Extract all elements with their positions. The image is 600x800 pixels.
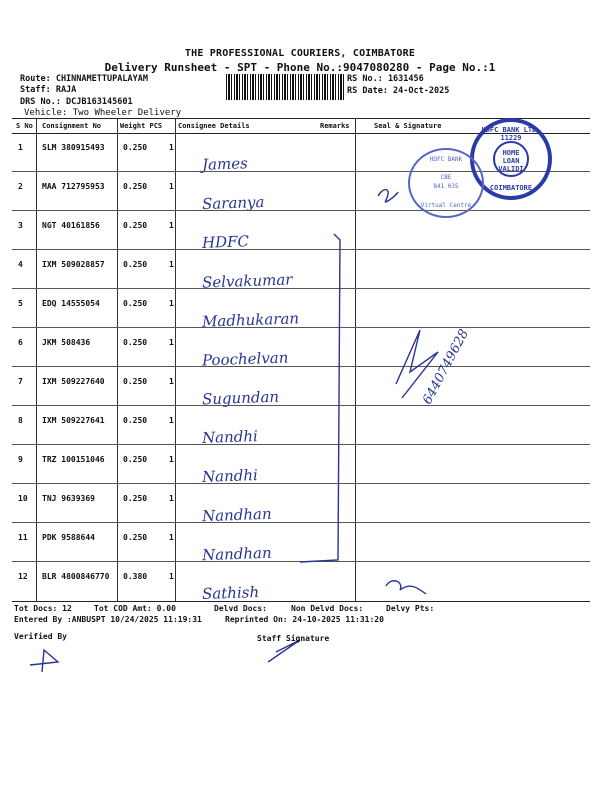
remarks-handwritten-number: 6440749628	[420, 326, 473, 408]
stamp2-mid1: CBE	[440, 174, 452, 181]
col-header-consignee: Consignee Details	[178, 122, 250, 130]
route-label: Route: CHINNAMETTUPALAYAM	[20, 74, 148, 84]
delivered-docs: Delvd Docs:	[214, 604, 267, 613]
row-pcs: 1	[169, 182, 174, 191]
row-consignment: TNJ 9639369	[42, 494, 95, 503]
total-docs: Tot Docs: 12	[14, 604, 72, 613]
row-consignment: IXM 509227640	[42, 377, 105, 386]
row-sno: 6	[18, 338, 23, 347]
consignee-signature: Poochelvan	[201, 348, 289, 370]
stamp2-top: HDFC BANK	[429, 156, 463, 163]
bracket-stroke	[300, 234, 340, 562]
consignee-signature: Sathish	[201, 583, 260, 603]
consignee-signature: Selvakumar	[201, 270, 293, 292]
row-pcs: 1	[169, 494, 174, 503]
row-consignment: JKM 508436	[42, 338, 91, 347]
consignee-signature: Sugundan	[201, 387, 280, 409]
reprinted-on: Reprinted On: 24-10-2025 11:31:20	[225, 615, 384, 624]
stamp-ring-bottom: COIMBATORE	[489, 184, 533, 192]
row-weight: 0.250	[123, 299, 148, 308]
verified-by-label: Verified By	[14, 632, 67, 641]
entered-by: Entered By :ANBUSPT 10/24/2025 11:19:31	[14, 615, 202, 624]
row-pcs: 1	[169, 260, 174, 269]
col-header-weight: Weight PCS	[120, 122, 163, 130]
row-pcs: 1	[169, 299, 174, 308]
stamp-ring-top: HDFC BANK LTD-11229	[481, 126, 541, 142]
staff-signature-stroke	[268, 640, 300, 662]
staff-label: Staff: RAJA	[20, 85, 77, 95]
delivery-points: Delvy Pts:	[386, 604, 435, 613]
row-sno: 4	[18, 260, 23, 269]
staff-signature-label: Staff Signature	[257, 634, 330, 643]
row-pcs: 1	[169, 338, 174, 347]
row-weight: 0.250	[123, 338, 148, 347]
row-sno: 1	[18, 143, 23, 152]
col-header-remarks: Remarks	[320, 122, 350, 130]
row-consignment: IXM 509028857	[42, 260, 105, 269]
consignee-signature: Saranya	[201, 192, 265, 214]
row-weight: 0.250	[123, 143, 148, 152]
stamp2-bottom: Virtual Centre	[420, 202, 472, 209]
row-consignment: PDK 9588644	[42, 533, 95, 542]
row-pcs: 1	[169, 533, 174, 542]
row-pcs: 1	[169, 221, 174, 230]
total-cod: Tot COD Amt: 0.00	[94, 604, 176, 613]
row-pcs: 1	[169, 455, 174, 464]
stamp-center: HOME LOAN VALIDI	[493, 141, 529, 177]
company-title: THE PROFESSIONAL COURIERS, COIMBATORE	[184, 48, 416, 59]
consignee-signature: Nandhan	[201, 543, 272, 565]
consignee-signature: HDFC	[201, 232, 250, 252]
col-header-seal: Seal & Signature	[374, 122, 442, 130]
non-delivered-docs: Non Delvd Docs:	[291, 604, 364, 613]
row-sno: 12	[18, 572, 28, 581]
row-consignment: TRZ 100151046	[42, 455, 105, 464]
row-consignment: IXM 509227641	[42, 416, 105, 425]
row-sno: 10	[18, 494, 28, 503]
row-consignment: SLM 380915493	[42, 143, 105, 152]
row-pcs: 1	[169, 572, 174, 581]
row-weight: 0.250	[123, 377, 148, 386]
consignee-signature: Madhukaran	[201, 309, 300, 331]
row-weight: 0.250	[123, 221, 148, 230]
consignee-signature: Nandhi	[201, 427, 259, 447]
row-weight: 0.250	[123, 494, 148, 503]
col-header-consignment: Consignment No	[42, 122, 102, 130]
row-sno: 9	[18, 455, 23, 464]
rs-number: RS No.: 1631456	[347, 74, 424, 84]
row-sno: 11	[18, 533, 28, 542]
row-pcs: 1	[169, 143, 174, 152]
row-pcs: 1	[169, 377, 174, 386]
row-sno: 7	[18, 377, 23, 386]
row-consignment: MAA 712795953	[42, 182, 105, 191]
consignee-signature: Nandhan	[201, 504, 272, 526]
row-weight: 0.250	[123, 416, 148, 425]
verified-signature-stroke	[30, 650, 58, 672]
consignee-signature: James	[201, 154, 249, 174]
consignee-signature: Nandhi	[201, 466, 259, 486]
drs-number: DRS No.: DCJB163145601	[20, 97, 133, 107]
row-weight: 0.250	[123, 455, 148, 464]
row-consignment: BLR 4800846770	[42, 572, 110, 581]
vehicle-label: Vehicle: Two Wheeler Delivery	[24, 108, 182, 118]
runsheet-subtitle: Delivery Runsheet - SPT - Phone No.:9047080280 - Page No.:1	[104, 61, 496, 74]
row-weight: 0.380	[123, 572, 148, 581]
row-weight: 0.250	[123, 533, 148, 542]
row-weight: 0.250	[123, 182, 148, 191]
stamp2-mid2: 841 035	[433, 183, 459, 190]
seal-initial-stroke	[378, 190, 398, 202]
rs-date: RS Date: 24-Oct-2025	[347, 86, 450, 96]
row-sno: 5	[18, 299, 23, 308]
row-weight: 0.250	[123, 260, 148, 269]
row-pcs: 1	[169, 416, 174, 425]
row-sno: 2	[18, 182, 23, 191]
row-sno: 3	[18, 221, 23, 230]
row-consignment: EDQ 14555054	[42, 299, 100, 308]
row-consignment: NGT 40161856	[42, 221, 100, 230]
row-sno: 8	[18, 416, 23, 425]
col-header-sno: S No	[16, 122, 33, 130]
row12-signature-stroke	[386, 581, 426, 594]
